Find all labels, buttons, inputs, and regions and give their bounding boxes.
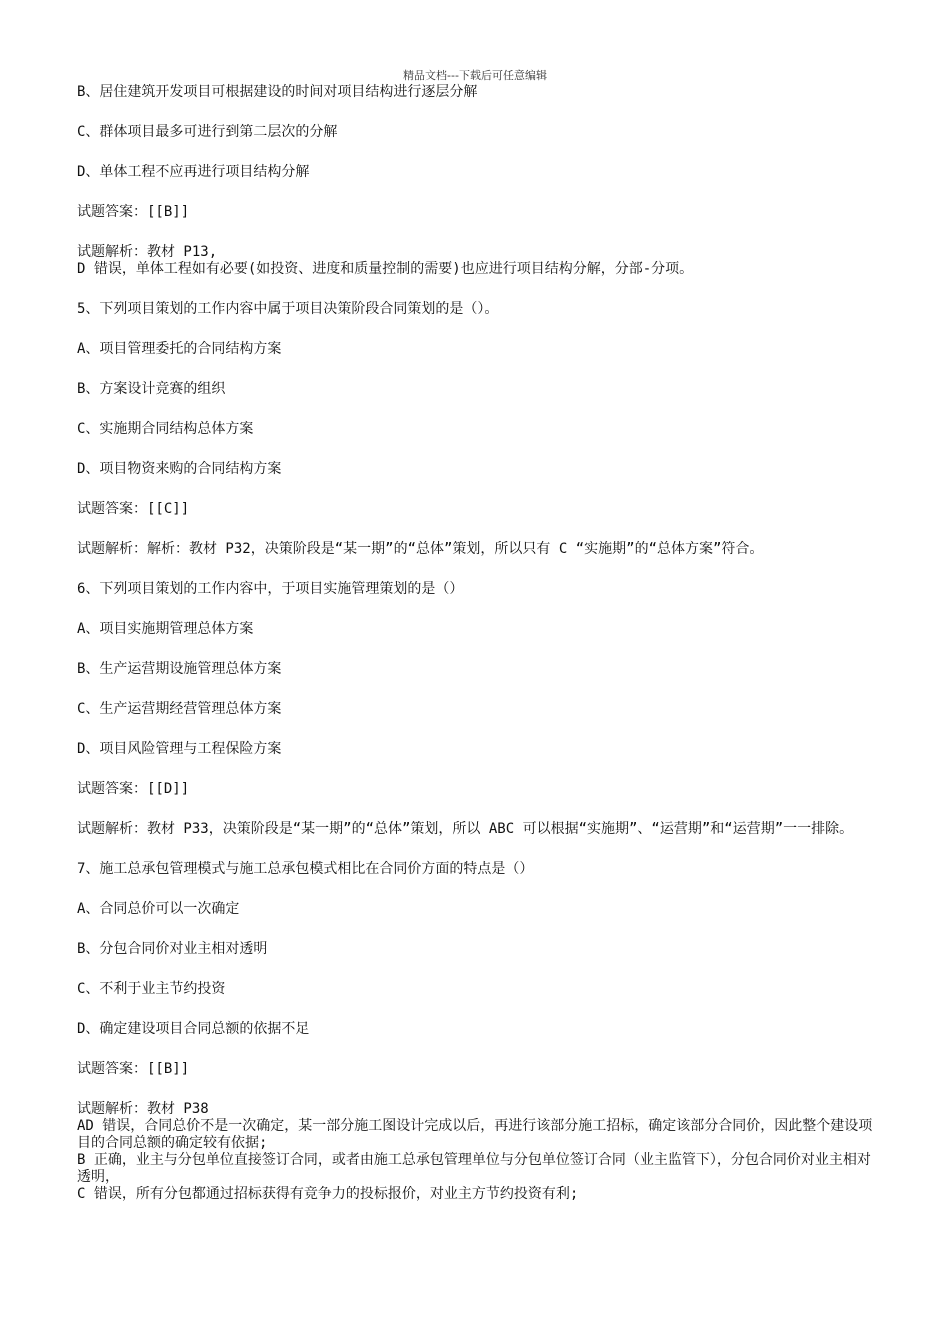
q4-option-d: D、单体工程不应再进行项目结构分解 — [77, 164, 310, 180]
document-body — [77, 84, 877, 1226]
q4-option-c: C、群体项目最多可进行到第二层次的分解 — [77, 124, 338, 140]
q7-analysis-line: B 正确，业主与分包单位直接签订合同，或者由施工总承包管理单位与分包单位签订合同（业主监管下），分包合同价对业主相对透明， — [77, 1152, 871, 1185]
q7-option-b: B、分包合同价对业主相对透明 — [77, 941, 268, 957]
q7-answer: 试题答案：[[B]] — [77, 1061, 190, 1077]
q6-answer: 试题答案：[[D]] — [77, 781, 190, 797]
q6-option-a: A、项目实施期管理总体方案 — [77, 621, 254, 637]
q7-analysis-line: C 错误，所有分包都通过招标获得有竞争力的投标报价，对业主方节约投资有利; — [77, 1186, 579, 1202]
q4-answer: 试题答案：[[B]] — [77, 204, 190, 220]
q4-analysis-line: 试题解析：教材 P13, — [77, 244, 218, 260]
q6-analysis: 试题解析：教材 P33，决策阶段是“某一期”的“总体”策划，所以 ABC 可以根据“实施期”、“运营期”和“运营期”一一排除。 — [77, 821, 854, 837]
watermark-header: 精品文档---下载后可任意编辑 — [403, 69, 547, 82]
q7-analysis-line: 试题解析：教材 P38 — [77, 1101, 209, 1117]
q5-answer: 试题答案：[[C]] — [77, 501, 190, 517]
q5-question: 5、下列项目策划的工作内容中属于项目决策阶段合同策划的是（）。 — [77, 301, 499, 317]
q4-analysis — [77, 244, 877, 278]
q7-option-c: C、不利于业主节约投资 — [77, 981, 226, 997]
q6-option-d: D、项目风险管理与工程保险方案 — [77, 741, 282, 757]
q7-option-d: D、确定建设项目合同总额的依据不足 — [77, 1021, 310, 1037]
q7-question: 7、施工总承包管理模式与施工总承包模式相比在合同价方面的特点是（） — [77, 861, 534, 877]
q7-analysis — [77, 1101, 877, 1203]
q5-option-a: A、项目管理委托的合同结构方案 — [77, 341, 282, 357]
q6-question: 6、下列项目策划的工作内容中，于项目实施管理策划的是（） — [77, 581, 464, 597]
q7-option-a: A、合同总价可以一次确定 — [77, 901, 240, 917]
q5-option-b: B、方案设计竞赛的组织 — [77, 381, 226, 397]
q4-analysis-line: D 错误，单体工程如有必要(如投资、进度和质量控制的需要)也应进行项目结构分解，分部-分项。 — [77, 261, 694, 277]
q5-analysis: 试题解析：解析：教材 P32，决策阶段是“某一期”的“总体”策划，所以只有 C “实施期”的“总体方案”符合。 — [77, 541, 764, 557]
q5-option-d: D、项目物资来购的合同结构方案 — [77, 461, 282, 477]
q7-analysis-line: AD 错误，合同总价不是一次确定，某一部分施工图设计完成以后，再进行该部分施工招标，确定该部分合同价，因此整个建设项目的合同总额的确定较有依据; — [77, 1118, 873, 1151]
q4-option-b: B、居住建筑开发项目可根据建设的时间对项目结构进行逐层分解 — [77, 84, 478, 100]
q6-option-c: C、生产运营期经营管理总体方案 — [77, 701, 282, 717]
q6-option-b: B、生产运营期设施管理总体方案 — [77, 661, 282, 677]
q5-option-c: C、实施期合同结构总体方案 — [77, 421, 254, 437]
